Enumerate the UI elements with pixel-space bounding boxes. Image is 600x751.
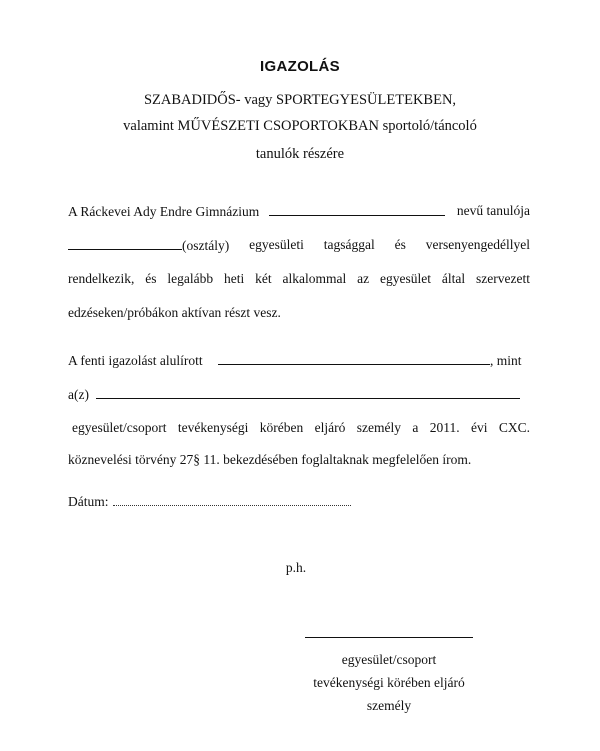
certifier-name-blank[interactable]	[218, 352, 490, 365]
paragraph2-line3: egyesület/csoport tevékenységi körében eljáró személy a 2011. évi CXC.	[72, 420, 530, 435]
certifier-suffix-text: , mint	[489, 353, 522, 368]
class-blank[interactable]	[68, 237, 182, 250]
org-prefix-text: a(z)	[68, 387, 89, 402]
paragraph1-line4: edzéseken/próbákon aktívan részt vesz.	[68, 305, 281, 320]
class-label: (osztály)	[182, 238, 230, 253]
paragraph2-line2	[68, 386, 530, 403]
signature-caption-1: egyesület/csoport	[341, 652, 437, 667]
date-row	[68, 493, 530, 510]
subtitle-line-1: SZABADIDŐS- vagy SPORTEGYESÜLETEKBEN,	[143, 92, 457, 108]
word-egyesuleti: egyesületi	[249, 237, 304, 252]
paragraph1-line2	[68, 237, 530, 254]
student-suffix-text: nevű tanulója	[456, 203, 530, 218]
subtitle-line-2: valamint MŰVÉSZETI CSOPORTOKBAN sportoló/táncoló	[123, 118, 477, 134]
signature-line[interactable]	[305, 637, 473, 638]
word-es: és	[394, 237, 406, 252]
signature-caption-3: személy	[366, 698, 412, 713]
paragraph2-line4: köznevelési törvény 27§ 11. bekezdésében foglaltaknak megfelelően írom.	[68, 452, 472, 467]
certifier-intro-text: A fenti igazolást alulírott	[68, 353, 203, 368]
paragraph2-line1	[68, 352, 530, 369]
subtitle-line-3: tanulók részére	[255, 146, 345, 162]
word-versenyengedellyel: versenyengedéllyel	[425, 237, 530, 252]
signature-caption-2: tevékenységi körében eljáró	[313, 675, 465, 690]
document-title: IGAZOLÁS	[260, 58, 340, 75]
date-field[interactable]	[113, 493, 351, 506]
word-tagsaggal: tagsággal	[323, 237, 375, 252]
stamp-label: p.h.	[285, 560, 307, 575]
paragraph1-line1	[68, 203, 530, 220]
school-name-text: A Ráckevei Ady Endre Gimnázium	[68, 204, 260, 219]
paragraph1-line3: rendelkezik, és legalább heti két alkalommal az egyesület által szervezett	[68, 271, 530, 286]
organization-name-blank[interactable]	[96, 386, 520, 399]
student-name-blank[interactable]	[269, 203, 445, 216]
date-label: Dátum:	[68, 494, 109, 509]
